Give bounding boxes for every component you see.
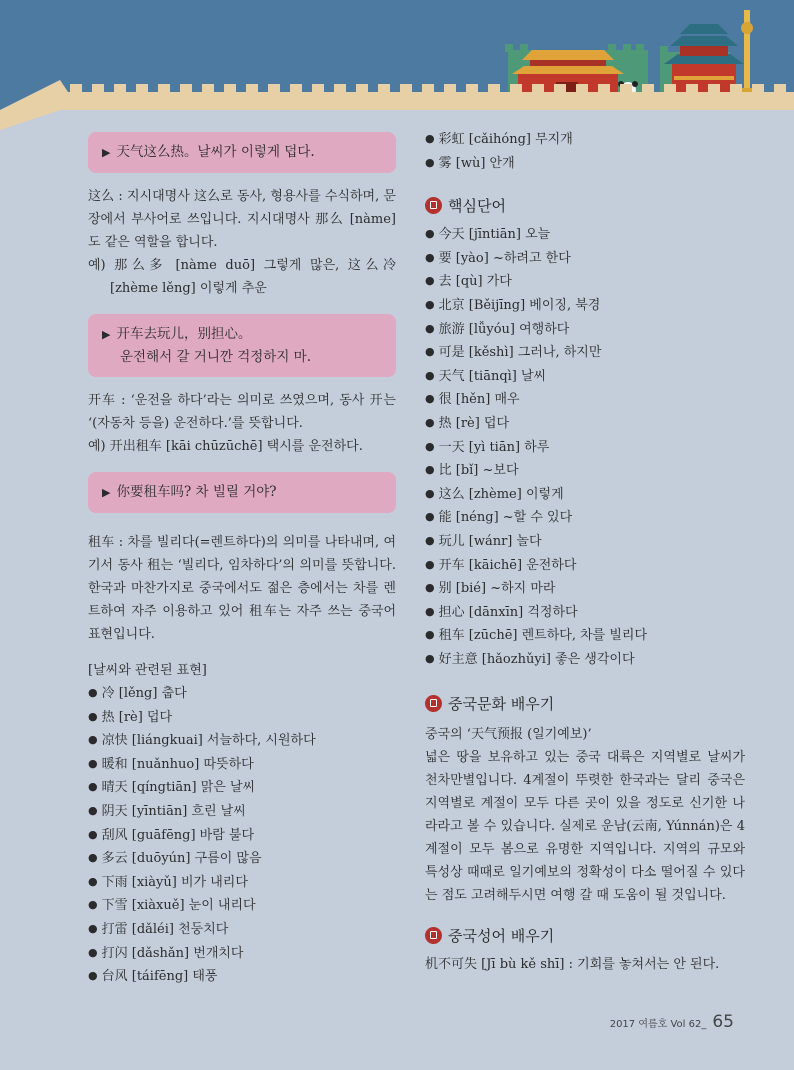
grammar-note-1: 这么 : 지시대명사 这么로 동사, 형용사를 수식하며, 문장에서 부사어로 쓰입니다. 지시대명사 那么 [nàme] 도 같은 역할을 합니다.	[88, 189, 396, 250]
bullet-icon: ●	[425, 345, 435, 359]
bullet-icon: ●	[425, 368, 435, 382]
vocab-section-heading	[425, 193, 745, 217]
bullet-icon: ●	[88, 733, 98, 747]
weather-expression-list	[88, 682, 396, 989]
list-item: ● 台风 [táifēng] 태풍	[88, 969, 218, 985]
bullet-icon: ●	[88, 945, 98, 959]
bullet-icon: ●	[88, 851, 98, 865]
culture-text: 넓은 땅을 보유하고 있는 중국 대륙은 지역별로 날씨가 천차만별입니다. 4계절이 뚜렷한 한국과는 달리 중국은 지역별로 계절이 모두 다른 곳이 있을 정도로 신기한 나라라고 볼 수 있습니다. 실제로 운남(云南, Yúnnán)은 4계절이 모두 봄으로 유명한 지역입니다. 지역의 규모와 특성상 때때로 일기예보의 정확성이 다소 떨어질 수 있다는 점도 고려해두시면 여행 갈 때 도움이 될 것입니다.	[425, 750, 745, 904]
list-item: ● 能 [néng] ~할 수 있다	[425, 510, 573, 526]
page-footer	[610, 1012, 734, 1032]
bullet-icon: ●	[88, 898, 98, 912]
list-item: ● 要 [yào] ~하려고 한다	[425, 250, 571, 266]
example-sentence-box-3	[88, 472, 396, 513]
grammar-note-2: 开车 : ‘운전을 하다’라는 의미로 쓰였으며, 동사 开는 ‘(자동차 등을) 운전하다.’를 뜻합니다.	[88, 393, 396, 431]
triangle-bullet-icon: ▶	[102, 146, 111, 159]
list-item: ● 今天 [jīntiān] 오늘	[425, 227, 551, 243]
list-item: ● 天气 [tiānqì] 날씨	[425, 368, 547, 384]
grammar-note-3: 租车 : 차를 빌리다(=렌트하다)의 의미를 나타내며, 여기서 동사 租는 ‘빌리다, 임차하다’의 의미를 뜻합니다. 한국과 마찬가지로 중국에서도 젊은 층에서는 차를 렌트하여 자주 이용하고 있어 租车는 자주 쓰는 중국어 표현입니다.	[88, 535, 396, 642]
list-item: ● 阴天 [yīntiān] 흐린 날씨	[88, 803, 246, 819]
list-item: ● 打闪 [dǎshǎn] 번개치다	[88, 945, 244, 961]
bullet-icon: ●	[425, 463, 435, 477]
example-sentence-1: 天气这么热。날씨가 이렇게 덥다.	[116, 144, 315, 160]
example-sentence-3: 你要租车吗? 차 빌릴 거야?	[116, 484, 277, 500]
bullet-icon: ●	[425, 155, 435, 169]
bullet-icon: ●	[88, 921, 98, 935]
example-sentence-2-zh: 开车去玩儿，别担心。	[116, 326, 252, 342]
list-item: ● 别 [bié] ~하지 마라	[425, 581, 556, 597]
bullet-icon: ●	[425, 651, 435, 665]
weather-expression-list-continued	[425, 128, 745, 175]
list-item: ● 一天 [yì tiān] 하루	[425, 439, 550, 455]
weather-expressions-title: [날씨와 관련된 표현]	[88, 663, 207, 678]
bullet-icon: ●	[88, 756, 98, 770]
bullet-icon: ●	[425, 486, 435, 500]
list-item: ● 旅游 [lǚyóu] 여행하다	[425, 321, 570, 337]
bullet-icon: ●	[425, 415, 435, 429]
bullet-icon: ●	[425, 250, 435, 264]
list-item: ● 比 [bǐ] ~보다	[425, 463, 519, 479]
list-item: ● 暖和 [nuǎnhuo] 따뜻하다	[88, 756, 254, 772]
list-item: ● 玩儿 [wánr] 놀다	[425, 533, 542, 549]
list-item: ● 雾 [wù] 안개	[425, 155, 515, 171]
list-item: ● 好主意 [hǎozhǔyi] 좋은 생각이다	[425, 651, 635, 667]
list-item: ● 去 [qù] 가다	[425, 274, 512, 290]
bullet-icon: ●	[425, 321, 435, 335]
bullet-icon: ●	[425, 533, 435, 547]
bullet-icon: ●	[88, 803, 98, 817]
list-item: ● 下雪 [xiàxuě] 눈이 내리다	[88, 898, 256, 914]
bullet-icon: ●	[425, 297, 435, 311]
list-item: ● 冷 [lěng] 춥다	[88, 686, 187, 701]
grammar-example-1: 예) 那么多 [nàme duō] 그렇게 많은, 这么冷 [zhème lěng] 이렇게 추운	[88, 258, 396, 296]
list-item: ● 担心 [dānxīn] 걱정하다	[425, 604, 578, 620]
bullet-icon: ●	[425, 581, 435, 595]
book-icon	[425, 927, 442, 944]
example-sentence-box-2	[88, 314, 396, 377]
magazine-issue: 2017 여름호 Vol 62_	[609, 1019, 707, 1030]
list-item: ● 凉快 [liángkuai] 서늘하다, 시원하다	[88, 733, 316, 749]
bullet-icon: ●	[425, 274, 435, 288]
list-item: ● 彩虹 [cǎihóng] 무지개	[425, 132, 573, 147]
list-item: ● 可是 [kěshì] 그러나, 하지만	[425, 345, 602, 361]
list-item: ● 很 [hěn] 매우	[425, 392, 520, 408]
vocab-list	[425, 223, 745, 671]
page-number: 65	[712, 1012, 734, 1032]
list-item: ● 租车 [zūchē] 렌트하다, 차를 빌리다	[425, 628, 648, 644]
list-item: ● 刮风 [guāfēng] 바람 불다	[88, 827, 255, 843]
list-item: ● 热 [rè] 덥다	[88, 709, 173, 725]
idiom-title: 중국성어 배우기	[448, 926, 555, 945]
left-column	[88, 132, 396, 989]
culture-section-heading	[425, 691, 745, 715]
book-icon	[425, 197, 442, 214]
triangle-bullet-icon: ▶	[102, 486, 111, 499]
bullet-icon: ●	[88, 874, 98, 888]
idiom-section-heading	[425, 923, 745, 947]
bullet-icon: ●	[425, 604, 435, 618]
example-sentence-box-1	[88, 132, 396, 173]
bullet-icon: ●	[425, 227, 435, 241]
bullet-icon: ●	[425, 628, 435, 642]
book-icon	[425, 695, 442, 712]
list-item: ● 北京 [Běijīng] 베이징, 북경	[425, 297, 601, 313]
vocab-title: 핵심단어	[448, 196, 506, 215]
idiom-text: 机不可失 [Jī bù kě shī] : 기회를 놓쳐서는 안 된다.	[425, 957, 720, 973]
bullet-icon: ●	[88, 709, 98, 723]
bullet-icon: ●	[88, 969, 98, 983]
bullet-icon: ●	[425, 557, 435, 571]
bullet-icon: ●	[425, 132, 435, 145]
list-item: ● 下雨 [xiàyǔ] 비가 내리다	[88, 874, 248, 890]
bullet-icon: ●	[88, 827, 98, 841]
culture-title: 중국문화 배우기	[448, 694, 555, 713]
list-item: ● 晴天 [qíngtiān] 맑은 날씨	[88, 780, 256, 796]
grammar-example-2: 예) 开出租车 [kāi chūzūchē] 택시를 운전하다.	[88, 439, 363, 454]
example-sentence-2-ko: 운전해서 갈 거니깐 걱정하지 마.	[120, 349, 311, 365]
list-item: ● 开车 [kāichē] 운전하다	[425, 557, 577, 573]
culture-subtitle: 중국의 ‘天气预报 (일기예보)’	[425, 727, 592, 743]
triangle-bullet-icon: ▶	[102, 328, 111, 341]
list-item: ● 热 [rè] 덥다	[425, 415, 510, 431]
list-item: ● 多云 [duōyún] 구름이 많음	[88, 851, 262, 867]
right-column	[425, 128, 745, 976]
bullet-icon: ●	[425, 439, 435, 453]
list-item: ● 这么 [zhème] 이렇게	[425, 486, 564, 502]
header-illustration	[0, 0, 794, 130]
bullet-icon: ●	[425, 510, 435, 524]
bullet-icon: ●	[88, 686, 98, 699]
list-item: ● 打雷 [dǎléi] 천둥치다	[88, 921, 229, 937]
bullet-icon: ●	[425, 392, 435, 406]
bullet-icon: ●	[88, 780, 98, 794]
